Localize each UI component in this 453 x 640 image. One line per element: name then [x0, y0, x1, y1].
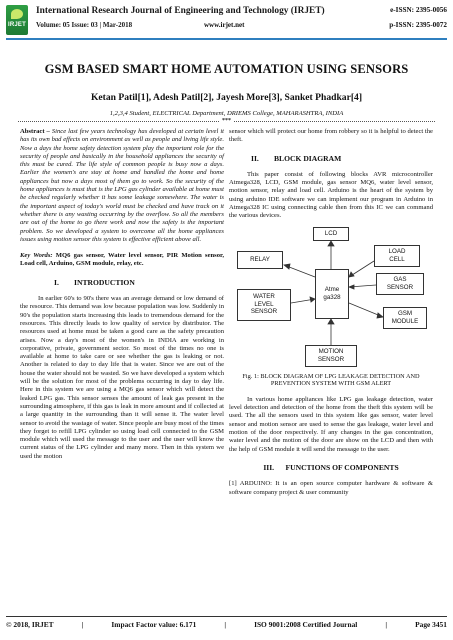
- block-atmega328: Atme ga328: [315, 269, 349, 319]
- affiliation: 1,2,3,4 Student, ELECTRICAL Department, DRIEMS College, MAHARASHTRA, INDIA: [109, 110, 344, 117]
- block-diagram-text-2: In various home appliances like LPG gas leakage detection, water level detection and detection of the home from the theft this system will be used. The all the sensors used in this system like gas sensor, water level sensor and motion sensor are used to sense the gas leakage, water level and motion of the door respectively. If any changes in the gas concentration, water level and the motion of the door are show on the LCD and then with the help of GSM module it will send the message to the user.: [229, 395, 433, 453]
- introduction-text: In earlier 60's to 90's there was an average demand or low demand of the resource. This demand was low because population was low. Suddenly in 90's the population starts increasing this leads to tremendous demand for the resources. This directly leads to low quality of service by distributor. The resources used at home must be taken a good care as the safety precaution arises. Now a day's most of the women's in INDIA are working in corporative, private, government sector. So most of the times no one is available at home to take care or see whether the gas is leaking or not. Another is related to day to day life that is water. Since we are out of the house the water should not be wasted. So we have developed a system which will be the solution for most of the problems occurring in day to day life. Here in this system we are using a MQ6 gas sensor which will detect the leaked LPG gas. This sensor senses the amount of leak gas present in the surrounding atmosphere, if this gas is leak in more amount and if collected at a large quantity in the surrounding than it will sense it. The water level sensor to avoid the wastage of water. Since people are busy most of the times they forget to refill LPG cylinder so using load cell connected to the GSM module which will used the message to the user and the user will know the current status of the LPG cylinder and many more. Then in this system we used the motion: [20, 295, 224, 460]
- paper-title: GSM BASED SMART HOME AUTOMATION USING SENSORS: [44, 62, 409, 76]
- separator-stars: ***: [219, 118, 234, 124]
- abstract-label: Abstract –: [20, 128, 50, 135]
- keywords-text: MQ6 gas sensor, Water level sensor, PIR Motion sensor, Load cell, Arduino, GSM module, relay, etc.: [20, 252, 225, 268]
- block-water-level-sensor: WATER LEVEL SENSOR: [237, 289, 291, 321]
- abstract-text: Since last few years technology has developed at certain level it has its own bad effects on environment as well as people and living life style. Now a days the home safety detection system play the important role for the security of people and basically in the household appliances the security of this must be cured. The life style of common people is busy now a days. Earlier the women's are stay at home and handled the home and home appliances but now a days most of them go to work. So the security of the home appliances is must that is the LPG gas cylinder available at home must be checked regularly whether it has some leakage somewhere. The water is the important aspect of today's world must be checked and have track on it whether there is any wasting occurring by the overflow. So all the members are out of the home to go there work and now the safety is the important problem. So we developed a system to overcome all the home appliances issues using motion sensor this system is effective efficient above all.: [20, 128, 224, 243]
- arrowhead-motion: [328, 319, 334, 324]
- keywords-label: Key Words:: [20, 252, 53, 260]
- logo-text: IRJET: [8, 22, 27, 28]
- volume-issue: Volume: 05 Issue: 03 | Mar-2018: [36, 21, 133, 29]
- functions-text: [1] ARDUINO: It is an open source computer hardware & software & software company project & user community: [229, 480, 433, 496]
- header-divider: [6, 38, 447, 40]
- left-column: [20, 128, 224, 461]
- block-gas-sensor: GAS SENSOR: [376, 273, 424, 295]
- footer-copyright: © 2018, IRJET: [6, 620, 54, 629]
- block-diagram: [231, 227, 431, 369]
- figure-caption: Fig. 1: BLOCK DIAGRAM OF LPG LEAKAGE DETECTION AND PREVENTION SYSTEM WITH GSM ALERT: [242, 372, 420, 388]
- section-heading-introduction: I. INTRODUCTION: [54, 277, 135, 287]
- footer-impact-factor: Impact Factor value: 6.171: [111, 620, 197, 629]
- journal-header: [0, 0, 453, 44]
- block-motion-sensor: MOTION SENSOR: [305, 345, 357, 367]
- block-gsm-module: GSM MODULE: [383, 307, 427, 329]
- footer-bar-1: |: [81, 620, 84, 629]
- block-lcd: LCD: [313, 227, 349, 241]
- e-issn: e-ISSN: 2395-0056: [390, 6, 447, 14]
- motion-sensor-continuation: sensor which will protect our home from robbery so it is helpful to detect the theft.: [229, 128, 433, 144]
- journal-url[interactable]: www.irjet.net: [204, 21, 245, 29]
- block-relay: RELAY: [237, 251, 283, 269]
- arrowhead-gas-sensor: [349, 285, 354, 289]
- section-heading-functions: III. FUNCTIONS OF COMPONENTS: [263, 462, 399, 472]
- block-load-cell: LOAD CELL: [374, 245, 420, 267]
- block-diagram-text: This paper consist of following blocks AVR microcontroller Atmega328, LCD, GSM module, gas sensor MQ6, water level sensor, motion sensor, relay and load cell. Arduino is the heart of the system by using arduino IDE software we can implement our program in Arduino in Atmega328 IC using connecting cable then from this IC we can command the various devices.: [229, 170, 433, 220]
- arrowhead-relay: [284, 264, 290, 269]
- footer-page-number: Page 3451: [415, 620, 447, 629]
- footer-bar-3: |: [385, 620, 388, 629]
- leaf-icon: [11, 9, 23, 19]
- keywords: [20, 252, 224, 269]
- journal-footer: [6, 620, 447, 629]
- arrowhead-lcd: [328, 241, 334, 246]
- arrowhead-load-cell: [349, 272, 354, 277]
- footer-divider: [6, 616, 447, 617]
- abstract: [20, 128, 224, 244]
- section-heading-block-diagram: II. BLOCK DIAGRAM: [251, 153, 342, 163]
- right-column: [229, 128, 433, 497]
- footer-iso: ISO 9001:2008 Certified Journal: [254, 620, 358, 629]
- p-issn: p-ISSN: 2395-0072: [389, 21, 447, 29]
- footer-bar-2: |: [224, 620, 226, 629]
- irjet-logo: [6, 5, 28, 35]
- author-list: Ketan Patil[1], Adesh Patil[2], Jayesh More[3], Sanket Phadkar[4]: [90, 92, 363, 103]
- journal-name: International Research Journal of Engineering and Technology (IRJET): [36, 6, 325, 16]
- section-separator: [18, 118, 435, 127]
